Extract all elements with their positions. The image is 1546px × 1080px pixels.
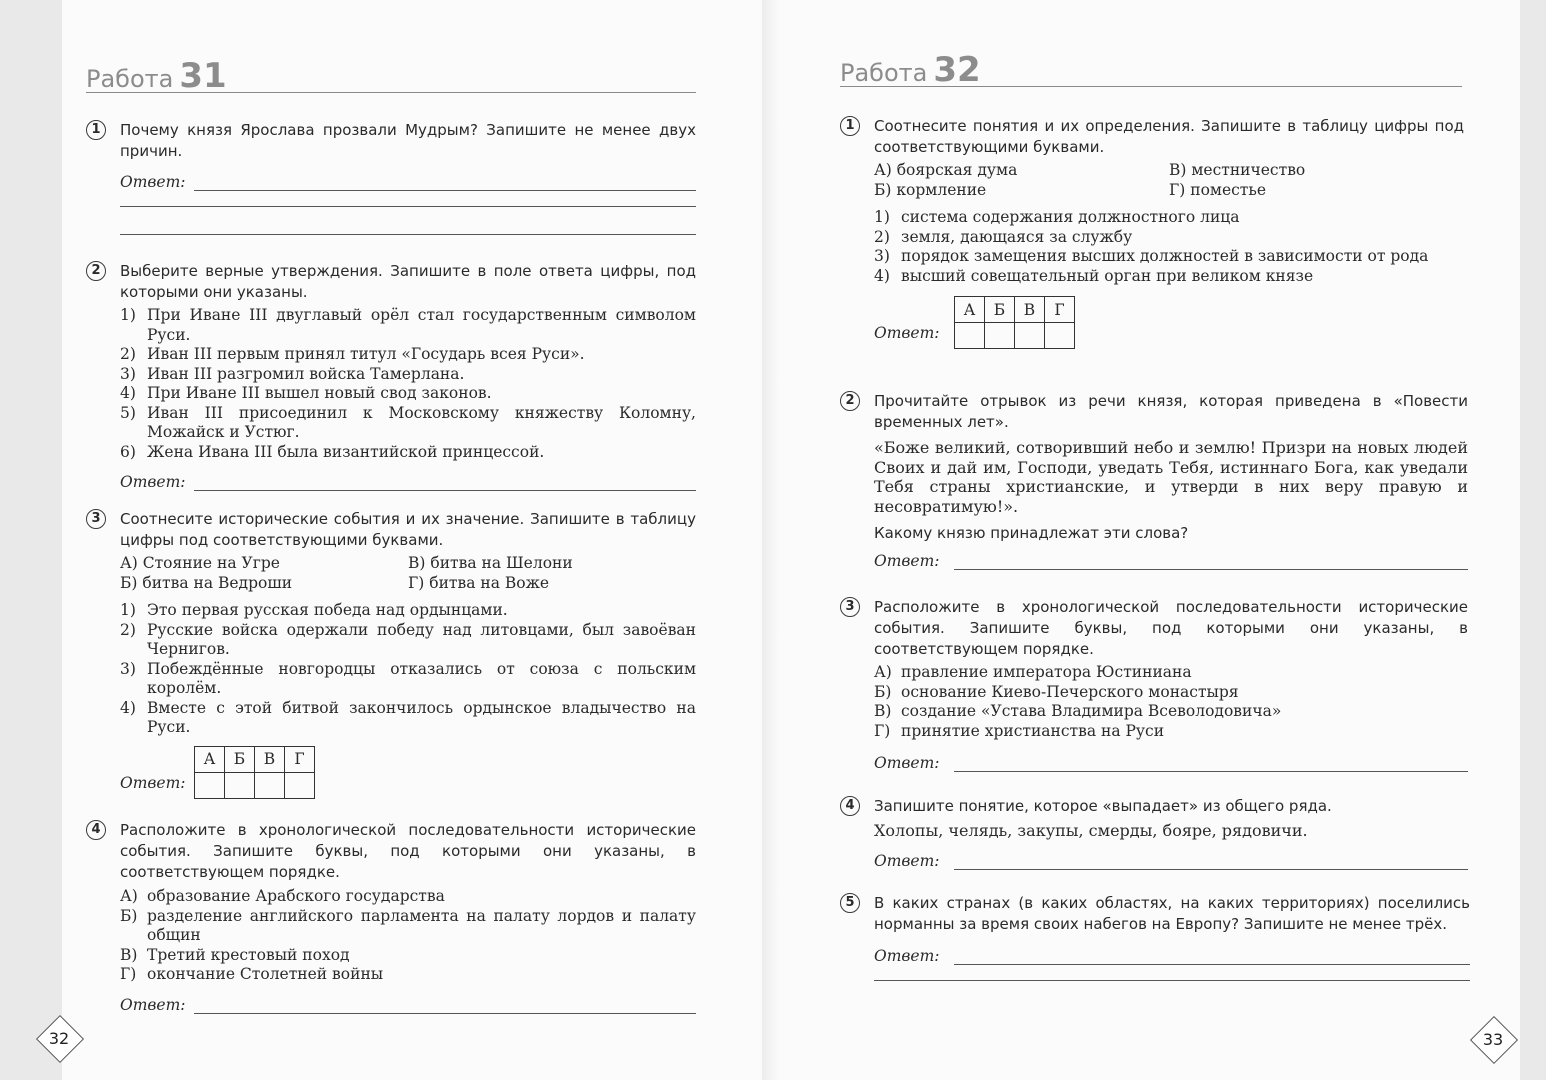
task-question: Расположите в хронологической последовательности исторические события. Запишите буквы, под которыми они указаны, в соответствующем порядке. xyxy=(874,598,1468,658)
word-series: Холопы, челядь, закупы, смерды, бояре, рядовичи. xyxy=(874,821,1308,840)
task-number-badge: 2 xyxy=(86,261,106,281)
answer-line[interactable] xyxy=(954,964,1470,965)
task-question: Соотнесите исторические события и их значение. Запишите в таблицу цифры под соответствующими буквами. xyxy=(120,510,696,549)
chronicle-quote: «Боже великий, сотворивший небо и землю! Призри на новых людей Своих и дай им, Господи, уведать Тебя, истиннаго Бога, как уведали Тебя страны христианские, и утверди в них веру правую и несовратимую!». xyxy=(874,438,1468,516)
option: Г) битва на Воже xyxy=(408,574,550,592)
task-question: Прочитайте отрывок из речи князя, которая приведена в «Повести временных лет». xyxy=(874,392,1468,431)
list-item: Г) окончание Столетней войны xyxy=(120,965,384,983)
definition-list xyxy=(840,208,1464,286)
answer-line[interactable] xyxy=(954,869,1468,870)
right-task-5 xyxy=(840,893,1470,981)
sub-question: Какому князю принадлежат эти слова? xyxy=(874,524,1189,542)
answer-line[interactable] xyxy=(194,1013,696,1014)
list-item: 2) Иван III первым принял титул «Государь всея Руси». xyxy=(120,345,585,363)
answer-table: А Б В Г xyxy=(954,296,1075,349)
answer-cell[interactable] xyxy=(955,323,985,349)
answer-table: А Б В Г xyxy=(194,746,315,799)
answer-line[interactable] xyxy=(194,190,696,191)
list-item: Б) разделение английского парламента на палату лордов и палату общин xyxy=(120,906,696,944)
task-number-badge: 3 xyxy=(840,597,860,617)
answer-label: Ответ: xyxy=(120,995,186,1014)
answer-row xyxy=(86,172,696,196)
meaning-list xyxy=(86,601,696,738)
answer-label: Ответ: xyxy=(874,754,940,772)
task-number-badge: 4 xyxy=(86,820,106,840)
answer-line[interactable] xyxy=(954,569,1468,570)
answer-label: Ответ: xyxy=(120,473,186,491)
task-number-badge: 1 xyxy=(86,120,106,140)
answer-cell[interactable] xyxy=(1045,323,1075,349)
list-item: 4) Вместе с этой битвой закончилось ордынское владычество на Руси. xyxy=(120,698,696,736)
option: А) боярская дума xyxy=(874,161,1018,179)
list-item: 6) Жена Ивана III была византийской принцессой. xyxy=(120,442,545,461)
list-item: 2) Русские войска одержали победу над литовцами, был завоёван Чернигов. xyxy=(120,620,696,658)
answer-row xyxy=(86,472,696,496)
answer-label: Ответ: xyxy=(874,324,940,342)
answer-cell[interactable] xyxy=(195,772,225,798)
list-item: В) создание «Устава Владимира Всеволодовича» xyxy=(874,702,1282,720)
option: В) местничество xyxy=(1169,161,1306,179)
statement-list xyxy=(86,306,696,462)
task-number-badge: 3 xyxy=(86,509,106,529)
option: Б) кормление xyxy=(874,181,987,199)
answer-row xyxy=(840,753,1468,777)
right-task-4 xyxy=(840,796,1468,875)
task-number-badge: 2 xyxy=(840,391,860,411)
left-task-4 xyxy=(86,820,696,1019)
task-question: Выберите верные утверждения. Запишите в поле ответа цифры, под которыми они указаны. xyxy=(120,262,696,301)
list-item: 3) Побеждённые новгородцы отказались от союза с польским королём. xyxy=(120,659,696,697)
right-task-1 xyxy=(840,116,1464,352)
list-item: 5) Иван III присоединил к Московскому княжеству Коломну, Можайск и Устюг. xyxy=(120,403,696,441)
left-header xyxy=(86,56,696,96)
answer-cell[interactable] xyxy=(255,772,285,798)
answer-label: Ответ: xyxy=(874,947,940,965)
answer-cell[interactable] xyxy=(1015,323,1045,349)
answer-cell[interactable] xyxy=(285,772,315,798)
list-item: Б) основание Киево-Печерского монастыря xyxy=(874,682,1239,701)
list-item: 1) При Иване III двуглавый орёл стал государственным символом Руси. xyxy=(120,306,696,344)
answer-row xyxy=(86,995,696,1019)
task-question: В каких странах (в каких областях, на каких территориях) поселились норманны за время своих набегов на Европу? Запишите не менее трёх. xyxy=(874,894,1470,933)
list-item: 3) Иван III разгромил войска Тамерлана. xyxy=(120,364,465,383)
list-item: 4) высший совещательный орган при великом князе xyxy=(874,266,1314,285)
task-question: Соотнесите понятия и их определения. Запишите в таблицу цифры под соответствующими буквами. xyxy=(874,117,1464,156)
left-header-number: 31 xyxy=(179,56,227,96)
right-header-number: 32 xyxy=(933,50,981,90)
left-task-3 xyxy=(86,509,696,802)
list-item: 2) земля, дающаяся за службу xyxy=(874,227,1133,246)
answer-cell[interactable] xyxy=(985,323,1015,349)
answer-row xyxy=(840,551,1468,575)
page-number: 32 xyxy=(48,1029,70,1048)
option: В) битва на Шелони xyxy=(408,554,573,572)
answer-row xyxy=(840,946,1470,970)
event-list xyxy=(840,663,1468,741)
task-number-badge: 1 xyxy=(840,116,860,136)
answer-line[interactable] xyxy=(954,771,1468,772)
list-item: 1) система содержания должностного лица xyxy=(874,208,1240,226)
answer-cell[interactable] xyxy=(225,772,255,798)
task-number-badge: 4 xyxy=(840,796,860,816)
option: Г) поместье xyxy=(1169,181,1266,199)
answer-row xyxy=(840,851,1468,875)
list-item: 3) порядок замещения высших должностей в зависимости от рода xyxy=(874,247,1429,265)
answer-label: Ответ: xyxy=(120,173,186,191)
answer-label: Ответ: xyxy=(874,851,940,870)
event-list xyxy=(86,887,696,985)
option: А) Стояние на Угре xyxy=(120,554,280,572)
list-item: 1) Это первая русская победа над ордынцами. xyxy=(120,601,508,619)
task-number-badge: 5 xyxy=(840,893,860,913)
list-item: А) образование Арабского государства xyxy=(120,887,445,905)
options-grid xyxy=(840,160,1464,200)
task-question: Запишите понятие, которое «выпадает» из общего ряда. xyxy=(874,797,1332,815)
list-item: А) правление императора Юстиниана xyxy=(874,663,1192,681)
options-grid xyxy=(86,553,696,593)
left-header-word: Работа xyxy=(86,65,174,93)
answer-label: Ответ: xyxy=(874,552,940,570)
answer-table-row xyxy=(86,746,696,802)
list-item: В) Третий крестовый поход xyxy=(120,945,350,964)
answer-line[interactable] xyxy=(120,234,696,235)
answer-line[interactable] xyxy=(874,980,1470,981)
right-task-3 xyxy=(840,597,1468,777)
answer-table-row xyxy=(840,296,1464,352)
left-task-2 xyxy=(86,261,696,496)
answer-line[interactable] xyxy=(120,206,696,207)
list-item: 4) При Иване III вышел новый свод законов. xyxy=(120,384,492,402)
option: Б) битва на Ведроши xyxy=(120,574,293,592)
answer-line[interactable] xyxy=(194,490,696,491)
task-question: Почему князя Ярослава прозвали Мудрым? Запишите не менее двух причин. xyxy=(120,121,696,160)
left-task-1 xyxy=(86,120,696,235)
list-item: Г) принятие христианства на Руси xyxy=(874,721,1165,740)
page-number: 33 xyxy=(1482,1030,1504,1049)
answer-label: Ответ: xyxy=(120,773,186,792)
right-header-word: Работа xyxy=(840,59,928,87)
right-task-2 xyxy=(840,391,1468,575)
task-question: Расположите в хронологической последовательности исторические события. Запишите буквы, под которыми они указаны, в соответствующем порядке. xyxy=(120,821,696,881)
right-header xyxy=(840,50,1462,90)
